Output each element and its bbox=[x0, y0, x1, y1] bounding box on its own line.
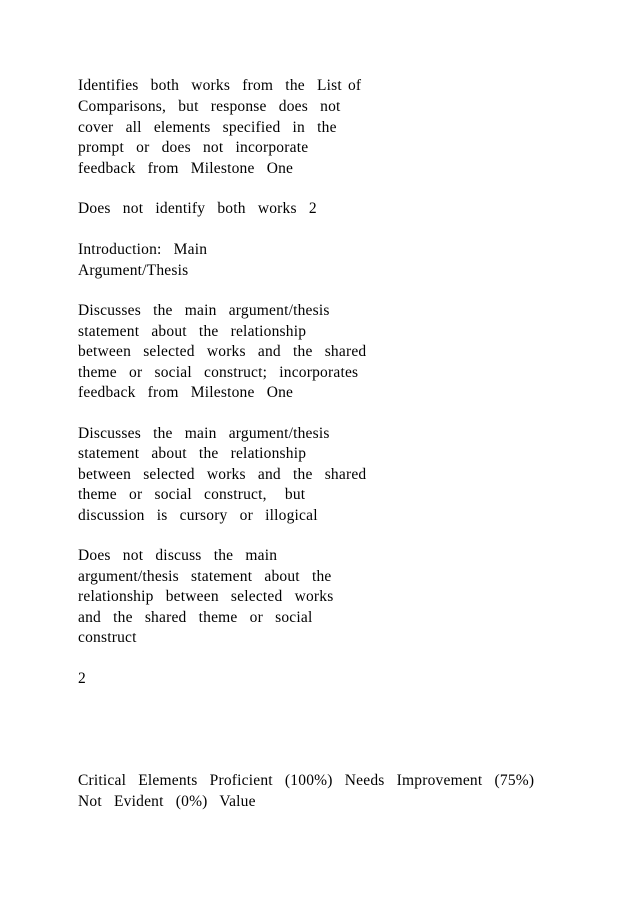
text-line: between selected works and the shared bbox=[78, 343, 367, 360]
text-line: statement about the relationship bbox=[78, 323, 307, 340]
text-line: theme or social construct, but bbox=[78, 486, 306, 503]
text-line: relationship between selected works bbox=[78, 588, 334, 605]
text-line: construct bbox=[78, 629, 137, 646]
text-line: prompt or does not incorporate bbox=[78, 139, 309, 156]
text-line: argument/thesis statement about the bbox=[78, 568, 332, 585]
section-heading-line: Introduction: Main bbox=[78, 241, 208, 258]
text-line: feedback from Milestone One bbox=[78, 160, 294, 177]
text-line: Comparisons, but response does not bbox=[78, 98, 341, 115]
text-line: and the shared theme or social bbox=[78, 609, 313, 626]
text-line: Discusses the main argument/thesis bbox=[78, 302, 330, 319]
text-line: between selected works and the shared bbox=[78, 466, 367, 483]
text-line: Discusses the main argument/thesis bbox=[78, 425, 330, 442]
table-header-line: Not Evident (0%) Value bbox=[78, 793, 256, 810]
text-line: discussion is cursory or illogical bbox=[78, 507, 318, 524]
section-heading-line: Argument/Thesis bbox=[78, 262, 189, 279]
table-header-line: Critical Elements Proficient (100%) Needs Improvement (75%) bbox=[78, 772, 535, 789]
text-line: Identifies both works from the List of bbox=[78, 77, 362, 94]
score-value: 2 bbox=[78, 670, 86, 687]
text-line: Does not discuss the main bbox=[78, 547, 278, 564]
text-line: feedback from Milestone One bbox=[78, 384, 294, 401]
text-line: theme or social construct; incorporates bbox=[78, 364, 359, 381]
text-line: statement about the relationship bbox=[78, 445, 307, 462]
text-line: Does not identify both works 2 bbox=[78, 200, 317, 217]
text-line: cover all elements specified in the bbox=[78, 119, 337, 136]
